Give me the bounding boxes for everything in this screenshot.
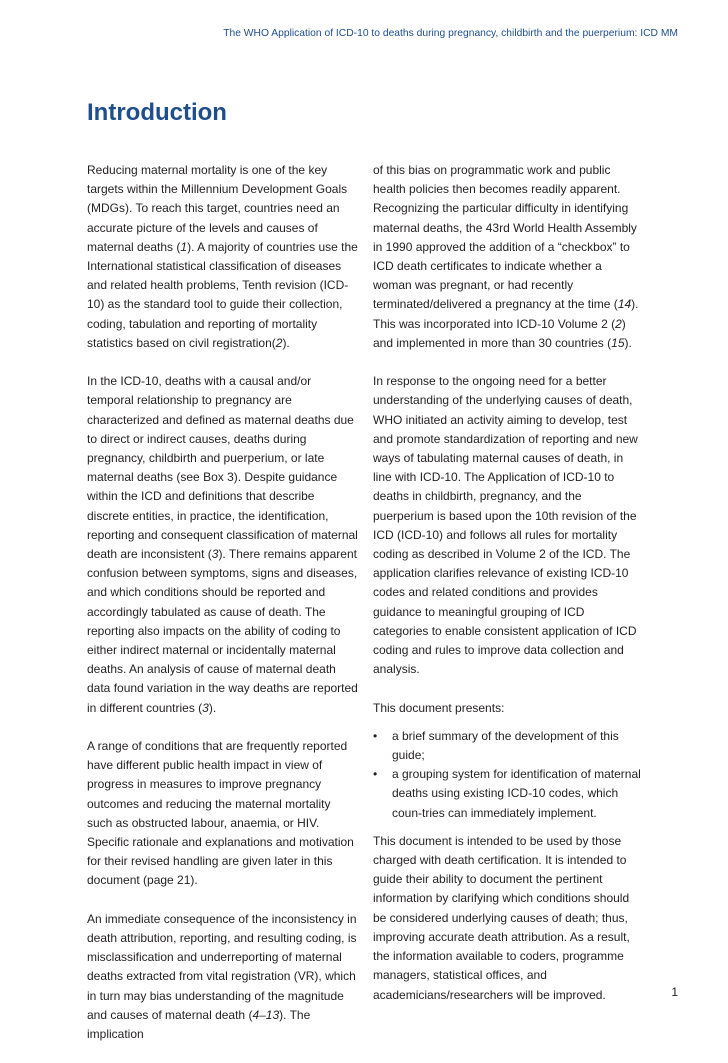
text-run: An immediate consequence of the inconsistency in death attribution, reporting, and resulting coding, is misclassification and underreporting of maternal deaths extracted from vital registration (VR), which in turn may bias understanding of the magnitude and causes of maternal death ( [87, 911, 357, 1022]
bullet-list [373, 727, 643, 823]
paragraph-conditions: A range of conditions that are frequently reported have different public health impact in view of progress in measures to improve pregnancy outcomes and reducing the maternal mortality such as obstructed labour, anaemia, or HIV. Specific rationale and explanations and motivation for their revised handling are given later in this document (page 21). [87, 739, 354, 888]
paragraph-document-presents: This document presents: [373, 700, 505, 715]
text-run: ). There remains apparent confusion between symptoms, signs and diseases, and which conditions should be reported and accordingly tabulated as cause of death. The reporting also impacts on the ability of coding to either indirect maternal or incidentally maternal deaths. An analysis of cause of maternal death data found variation in the way deaths are reported in different countries ( [87, 547, 358, 715]
text-run: ) and implemented in more than 30 countries ( [373, 316, 626, 350]
text-run: ). [624, 335, 632, 350]
citation-ref: 1 [180, 239, 188, 254]
paragraph-mdg-context [87, 161, 359, 353]
citation-ref: 3 [211, 547, 219, 562]
citation-ref: 4–13 [252, 1007, 280, 1022]
text-run: ). [208, 700, 217, 715]
bullet-item: • a brief summary of the development of this guide; [373, 727, 643, 765]
citation-ref: 15 [611, 335, 625, 350]
paragraph-consequence [87, 910, 359, 1044]
citation-ref: 14 [617, 297, 632, 312]
page-number: 1 [671, 985, 678, 999]
page-title: Introduction [87, 99, 227, 126]
paragraph-intended-use: This document is intended to be used by those charged with death certification. It is intended to guide their ability to document the pertinent information by clarifying which conditions should be considered underlying causes of death; thus, improving accurate death attribution. As a result, the information available to coders, programme managers, statistical offices, and academicians/researchers will be improved. [373, 833, 630, 1002]
paragraph-bias-implication [373, 161, 643, 353]
left-column [87, 161, 359, 1063]
text-run: ). A majority of countries use the International statistical classification of diseases and related health problems, Tenth revision (ICD-10) as the standard tool to guide their collection, coding, tabulation and reporting of mortality statistics based on civil registration( [87, 239, 358, 350]
citation-ref: 3 [202, 700, 209, 715]
running-header: The WHO Application of ICD-10 to deaths during pregnancy, childbirth and the puerperium: ICD MM [223, 28, 678, 39]
text-run: ). The implication [87, 1007, 311, 1042]
text-run: Reducing maternal mortality is one of the key targets within the Millennium Development Goals (MDGs). To reach this target, countries need an accurate picture of the levels and causes of maternal deaths ( [87, 163, 348, 254]
text-run: of this bias on programmatic work and public health policies then becomes readily apparent. Recognizing the particular difficulty in identifying maternal deaths, the 43rd World Health Assembly in 1990 approved the addition of a “checkbox” to ICD death certificates to indicate whether a woman was pregnant, or had recently terminated/delivered a pregnancy at the time ( [373, 163, 637, 312]
right-column [373, 161, 643, 1024]
paragraph-who-activity: In response to the ongoing need for a better understanding of the underlying causes of death, WHO initiated an activity aiming to develop, test and promote standardization of reporting and new ways of tabulating maternal causes of death, in line with ICD-10. The Application of ICD-10 to deaths in childbirth, pregnancy, and the puerperium is based upon the 10th revision of the ICD (ICD-10) and follows all rules for mortality coding as described in Volume 2 of the ICD. The application clarifies relevance of existing ICD-10 codes and related conditions and provides guidance to meaningful grouping of ICD categories to enable consistent application of ICD coding and rules to improve data collection and analysis. [373, 374, 638, 677]
citation-ref: 2 [615, 316, 622, 331]
text-run: ). This was incorporated into ICD-10 Volume 2 ( [373, 297, 639, 331]
text-run: In the ICD-10, deaths with a causal and/or temporal relationship to pregnancy are characterized and defined as maternal deaths due to direct or indirect causes, deaths during pregnancy, childbirth and puerperium, or late maternal deaths (see Box 3). Despite guidance within the ICD and definitions that describe discrete entities, in practice, the identification, reporting and consequent classification of maternal death are inconsistent ( [87, 374, 358, 562]
text-run: ). [282, 335, 290, 350]
paragraph-icd10-definitions [87, 372, 359, 718]
bullet-item: • a grouping system for identification of maternal deaths using existing ICD-10 codes, which coun-tries can immediately implement. [373, 765, 643, 823]
citation-ref: 2 [275, 335, 283, 350]
